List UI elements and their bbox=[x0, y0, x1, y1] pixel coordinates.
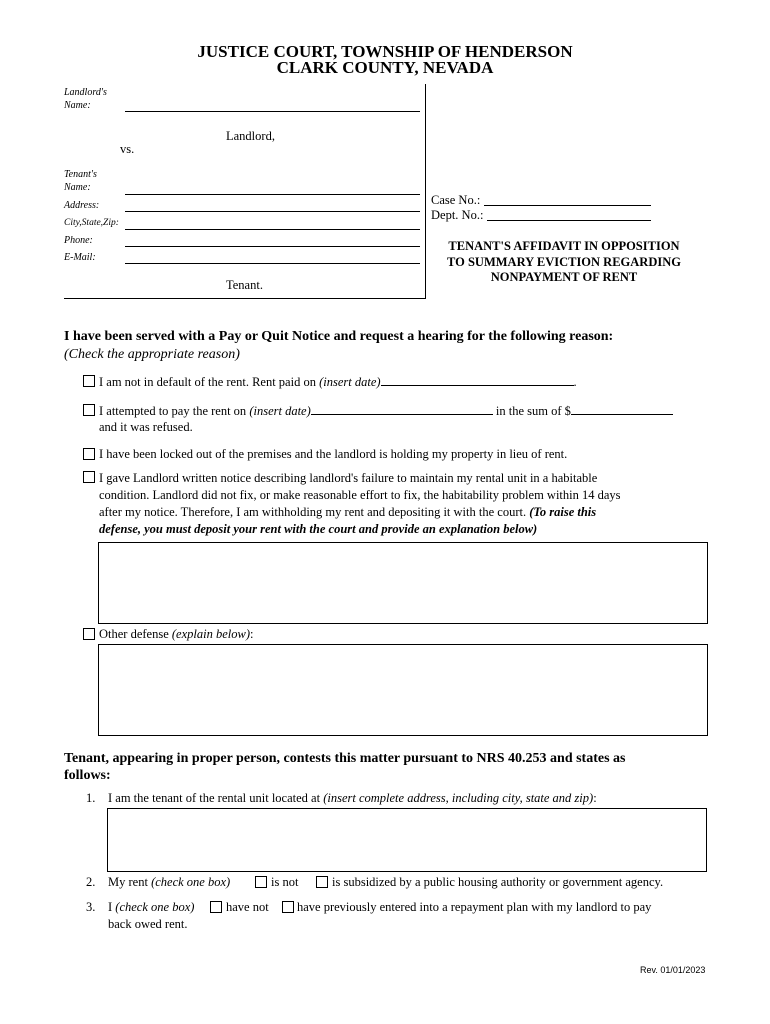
rent-paid-date-field[interactable] bbox=[381, 373, 574, 386]
dept-no-label: Dept. No.: bbox=[431, 208, 484, 222]
reason-1-text: I am not in default of the rent. Rent paid on bbox=[99, 375, 320, 389]
landlord-label-1: Landlord's bbox=[64, 87, 107, 98]
rental-address-box[interactable] bbox=[107, 808, 707, 872]
rent-subsidized-checkbox[interactable] bbox=[316, 876, 328, 888]
repayment-have-checkbox[interactable] bbox=[282, 901, 294, 913]
habitability-explanation-box[interactable] bbox=[98, 542, 708, 624]
reason-2-checkbox[interactable] bbox=[83, 404, 95, 416]
reason-4-line-3-note: (To raise this bbox=[529, 505, 597, 519]
affidavit-title-3: NONPAYMENT OF RENT bbox=[490, 270, 638, 284]
other-defense-end: : bbox=[250, 627, 254, 641]
item-2-intro bbox=[108, 874, 230, 891]
other-defense-line bbox=[99, 626, 253, 643]
item-2-option-2: is subsidized by a public housing authority or government agency. bbox=[332, 875, 664, 889]
reason-4-checkbox[interactable] bbox=[83, 471, 95, 483]
rent-not-subsidized-checkbox[interactable] bbox=[255, 876, 267, 888]
contest-heading-1: Tenant, appearing in proper person, contests this matter pursuant to NRS 40.253 and states as bbox=[64, 751, 626, 766]
affidavit-title-2: TO SUMMARY EVICTION REGARDING bbox=[447, 255, 681, 269]
address-field[interactable] bbox=[125, 211, 420, 212]
reason-2-mid: in the sum of $ bbox=[492, 404, 571, 418]
reason-4-line-3 bbox=[99, 504, 596, 521]
repayment-have-not-checkbox[interactable] bbox=[210, 901, 222, 913]
reason-1-end: . bbox=[573, 375, 577, 389]
reason-4-line-2: condition. Landlord did not fix, or make reasonable effort to fix, the habitability problem within 14 days bbox=[99, 488, 621, 502]
reason-3-text: I have been locked out of the premises and the landlord is holding my property in lieu of rent. bbox=[99, 447, 568, 461]
item-1-text: I am the tenant of the rental unit located at bbox=[108, 791, 324, 805]
reason-4-line-4: defense, you must deposit your rent with the court and provide an explanation below) bbox=[99, 522, 538, 536]
landlord-label-2: Name: bbox=[64, 100, 91, 111]
item-3-text: I bbox=[108, 900, 116, 914]
affidavit-title-1: TENANT'S AFFIDAVIT IN OPPOSITION bbox=[448, 239, 680, 253]
attempt-date-field[interactable] bbox=[311, 402, 493, 415]
reason-2-line-2: and it was refused. bbox=[99, 420, 193, 434]
item-3-option-2: have previously entered into a repayment plan with my landlord to pay bbox=[297, 900, 652, 914]
other-defense-italic: (explain below) bbox=[171, 627, 250, 641]
reason-1-checkbox[interactable] bbox=[83, 375, 95, 387]
other-defense-text: Other defense bbox=[99, 627, 172, 641]
item-1-line bbox=[108, 790, 597, 807]
city-label: City,State,Zip: bbox=[64, 218, 119, 228]
item-3-option-1: have not bbox=[226, 900, 269, 914]
contest-heading-2: follows: bbox=[64, 768, 111, 783]
item-3-number: 3. bbox=[86, 900, 96, 914]
landlord-role: Landlord, bbox=[226, 129, 275, 143]
other-defense-explanation-box[interactable] bbox=[98, 644, 708, 736]
reason-4-line-3-text: after my notice. Therefore, I am withholding my rent and depositing it with the court. bbox=[99, 505, 530, 519]
tenant-label-1: Tenant's bbox=[64, 169, 97, 180]
reason-4-line-1: I gave Landlord written notice describing landlord's failure to maintain my rental unit in a habitable bbox=[99, 471, 598, 485]
tenant-name-field[interactable] bbox=[125, 194, 420, 195]
case-no-field[interactable] bbox=[484, 205, 651, 206]
attempt-amount-field[interactable] bbox=[571, 402, 673, 415]
item-2-italic: (check one box) bbox=[151, 875, 231, 889]
caption-divider-vertical bbox=[425, 84, 426, 299]
email-label: E-Mail: bbox=[64, 252, 96, 263]
item-2-option-1: is not bbox=[271, 875, 299, 889]
reason-3-checkbox[interactable] bbox=[83, 448, 95, 460]
phone-label: Phone: bbox=[64, 235, 93, 246]
other-defense-checkbox[interactable] bbox=[83, 628, 95, 640]
reasons-instruction-text: (Check the appropriate reason) bbox=[64, 347, 240, 362]
landlord-name-field[interactable] bbox=[125, 111, 420, 112]
address-label: Address: bbox=[64, 200, 100, 211]
reason-1-line bbox=[99, 373, 577, 391]
tenant-role: Tenant. bbox=[226, 278, 263, 292]
reasons-heading: I have been served with a Pay or Quit Notice and request a hearing for the following reason: bbox=[64, 329, 614, 344]
caption-divider-bottom bbox=[64, 298, 426, 299]
reasons-instruction bbox=[64, 346, 240, 364]
dept-no-field[interactable] bbox=[487, 220, 651, 221]
case-no-label: Case No.: bbox=[431, 193, 481, 207]
item-1-end: : bbox=[593, 791, 597, 805]
item-1-italic: (insert complete address, including city, state and zip) bbox=[323, 791, 594, 805]
reason-2-text: I attempted to pay the rent on bbox=[99, 404, 250, 418]
item-3-line-2: back owed rent. bbox=[108, 917, 188, 931]
item-3-italic: (check one box) bbox=[115, 900, 195, 914]
email-field[interactable] bbox=[125, 263, 420, 264]
item-1-number: 1. bbox=[86, 791, 96, 805]
reason-2-line bbox=[99, 402, 673, 420]
county-title: CLARK COUNTY, NEVADA bbox=[276, 58, 494, 77]
city-field[interactable] bbox=[125, 229, 420, 230]
court-title: JUSTICE COURT, TOWNSHIP OF HENDERSON bbox=[197, 42, 573, 61]
item-2-text: My rent bbox=[108, 875, 152, 889]
reason-2-italic: (insert date) bbox=[249, 404, 311, 418]
revision-date: Rev. 01/01/2023 bbox=[640, 965, 706, 975]
item-2-number: 2. bbox=[86, 875, 96, 889]
tenant-label-2: Name: bbox=[64, 182, 91, 193]
versus: vs. bbox=[120, 142, 135, 156]
reason-1-italic: (insert date) bbox=[319, 375, 381, 389]
item-3-intro bbox=[108, 899, 194, 916]
phone-field[interactable] bbox=[125, 246, 420, 247]
